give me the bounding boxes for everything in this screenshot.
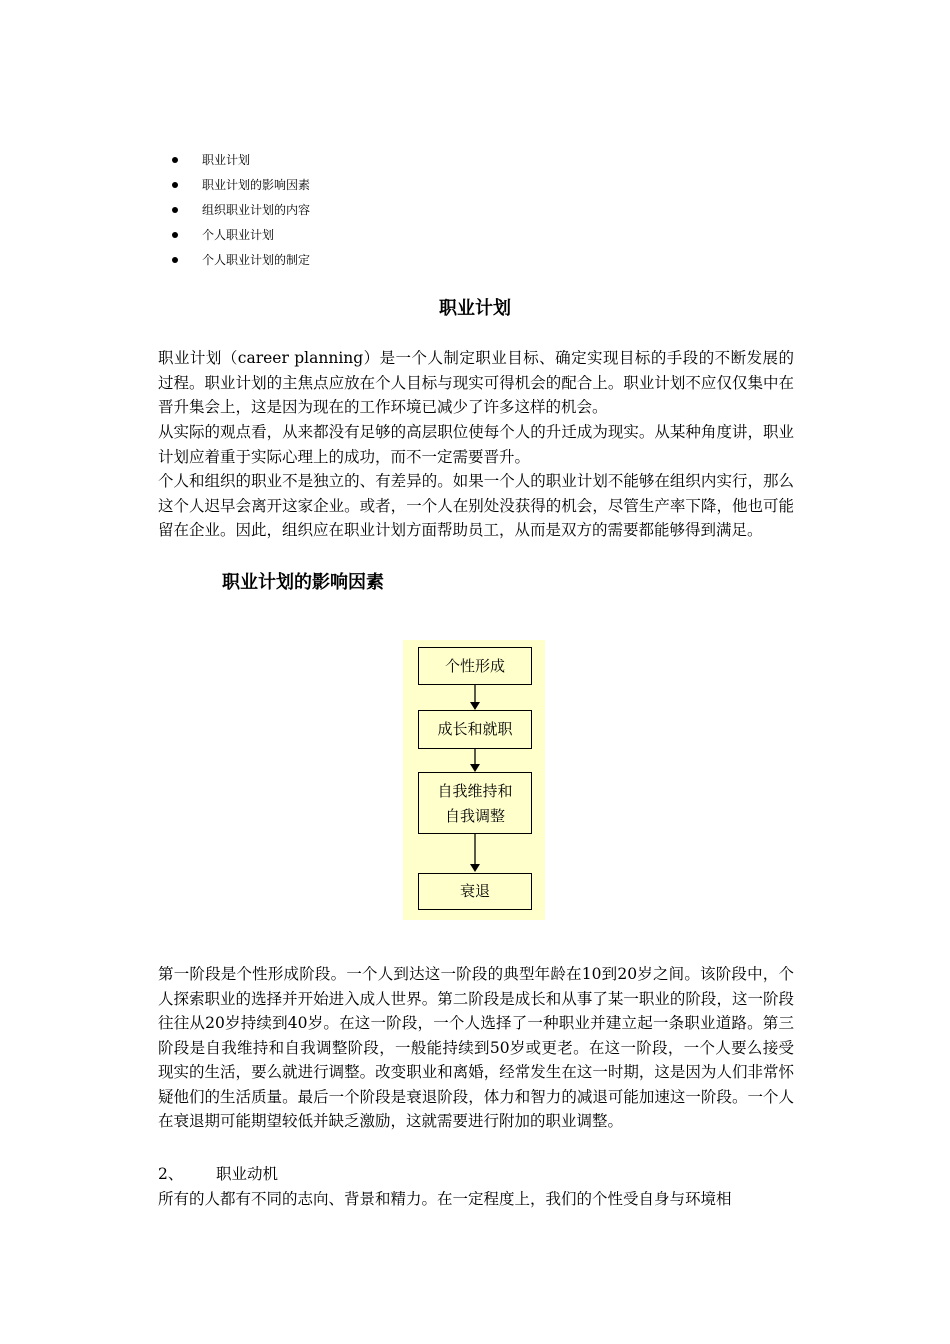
bullet-icon <box>172 157 178 163</box>
bullet-icon <box>172 257 178 263</box>
toc-item-label: 组织职业计划的内容 <box>202 203 311 217</box>
flow-step-line: 自我调整 <box>444 807 505 825</box>
bullet-icon <box>172 182 178 188</box>
arrow-down-icon <box>470 702 480 710</box>
toc-item[interactable] <box>170 173 310 198</box>
paragraph-career-stages: 第一阶段是个性形成阶段。一个人到达这一阶段的典型年龄在10到20岁之间。该阶段中，个人探索职业的选择并开始进入成人世界。第二阶段是成长和从事了某一职业的阶段，这一阶段往往从20岁持续到40岁。在这一阶段，一个人选择了一种职业并建立起一条职业道路。第三阶段是自我维持和自我调整阶段，一般能持续到50岁或更老。在这一阶段，一个人要么接受现实的生活，要么就进行调整。改变职业和离婚，经常发生在这一时期，这是因为人们非常怀疑他们的生活质量。最后一个阶段是衰退阶段，体力和智力的减退可能加速这一阶段。一个人在衰退期可能期望较低并缺乏激励，这就需要进行附加的职业调整。 <box>158 965 794 1130</box>
flow-step-personality-formation: 个性形成 <box>418 647 532 685</box>
paragraph-individual-organization: 个人和组织的职业不是独立的、有差异的。如果一个人的职业计划不能够在组织内实行，那么这个人迟早会离开这家企业。或者，一个人在别处没获得的机会，尽管生产率下降，他也可能留在企业。因此，组织应在职业计划方面帮助员工，从而是双方的需要都能够得到满足。 <box>158 472 794 539</box>
table-of-contents <box>170 148 310 273</box>
flow-step-self-maintenance <box>418 772 532 834</box>
flow-step-decline: 衰退 <box>418 873 532 910</box>
toc-item-label: 个人职业计划的制定 <box>202 253 311 267</box>
item-title: 职业动机 <box>216 1165 279 1183</box>
paragraph-motivation: 所有的人都有不同的志向、背景和精力。在一定程度上，我们的个性受自身与环境相 <box>158 1190 732 1208</box>
section-title-influencing-factors: 职业计划的影响因素 <box>222 572 384 593</box>
arrow-down-icon <box>470 764 480 772</box>
toc-item-label: 职业计划的影响因素 <box>202 178 311 192</box>
toc-item[interactable] <box>170 198 310 223</box>
toc-item[interactable] <box>170 148 310 173</box>
item-number: 2、 <box>158 1165 184 1183</box>
toc-item[interactable] <box>170 248 310 273</box>
flow-step-growth-employment: 成长和就职 <box>418 710 532 749</box>
paragraph-practical-view: 从实际的观点看，从来都没有足够的高层职位使每个人的升迁成为现实。从某种角度讲，职业计划应着重于实际心理上的成功，而不一定需要晋升。 <box>158 423 794 466</box>
section-title-career-planning: 职业计划 <box>439 298 511 319</box>
toc-item[interactable] <box>170 223 310 248</box>
toc-item-label: 职业计划 <box>202 153 251 167</box>
career-stages-flowchart <box>403 640 545 920</box>
numbered-item-career-motivation <box>158 1162 794 1187</box>
paragraph-definition: 职业计划（career planning）是一个人制定职业目标、确定实现目标的手段的不断发展的过程。职业计划的主焦点应放在个人目标与现实可得机会的配合上。职业计划不应仅仅集中在晋升集会上，这是因为现在的工作环境已减少了许多这样的机会。 <box>158 349 794 416</box>
bullet-icon <box>172 207 178 213</box>
flow-step-line: 自我维持和 <box>437 782 513 800</box>
arrow-down-icon <box>470 864 480 872</box>
bullet-icon <box>172 232 178 238</box>
toc-item-label: 个人职业计划 <box>202 228 275 242</box>
